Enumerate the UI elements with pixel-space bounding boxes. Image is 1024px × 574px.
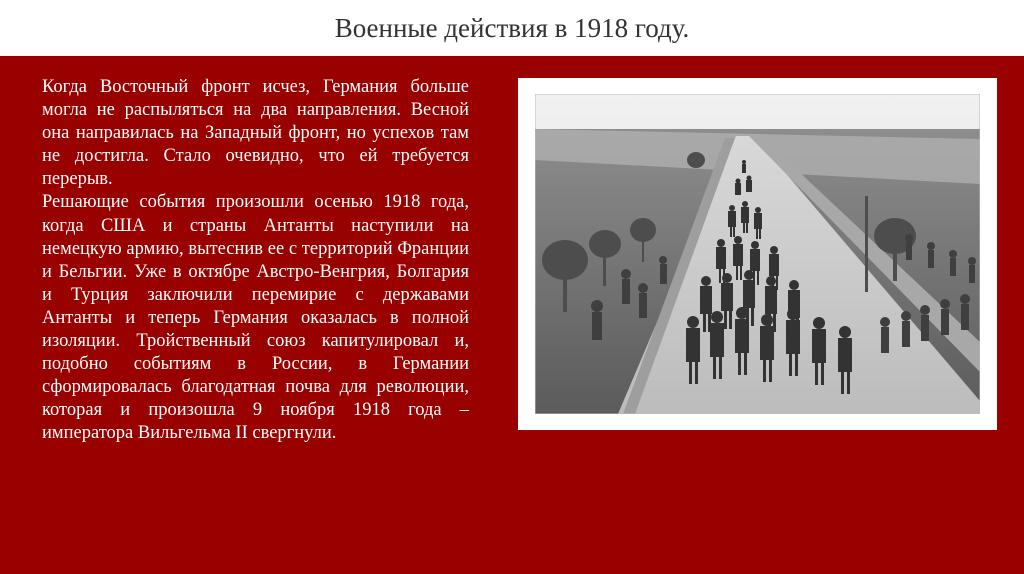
historical-photo: [535, 94, 980, 414]
slide-title: Военные действия в 1918 году.: [334, 13, 690, 43]
body-text: [42, 76, 469, 446]
soldiers-column-photo-icon: [535, 94, 980, 414]
photo-frame: [518, 78, 997, 430]
title-bar: [0, 0, 1024, 56]
paragraph-1: Когда Восточный фронт исчез, Германия больше могла не распыляться на два направления. Весной она направилась на Западный фронт, но успехов там не достигла. Стало очевидно, что ей требуется перерыв.: [42, 77, 469, 190]
paragraph-2: Решающие события произошли осенью 1918 года, когда США и страны Антанты наступили на немецкую армию, вытеснив ее с территорий Франции и Бельгии. Уже в октябре Австро-Венгрия, Болгария и Турция заключили перемирие с державами Антанты и теперь Германия оказалась в полной изоляции. Тройственный союз капитулировал и, подобно событиям в России, в Германии сформировалась благодатная почва для революции, которая и произошла 9 ноября 1918 года – императора Вильгельма II свергнули.: [42, 192, 469, 444]
